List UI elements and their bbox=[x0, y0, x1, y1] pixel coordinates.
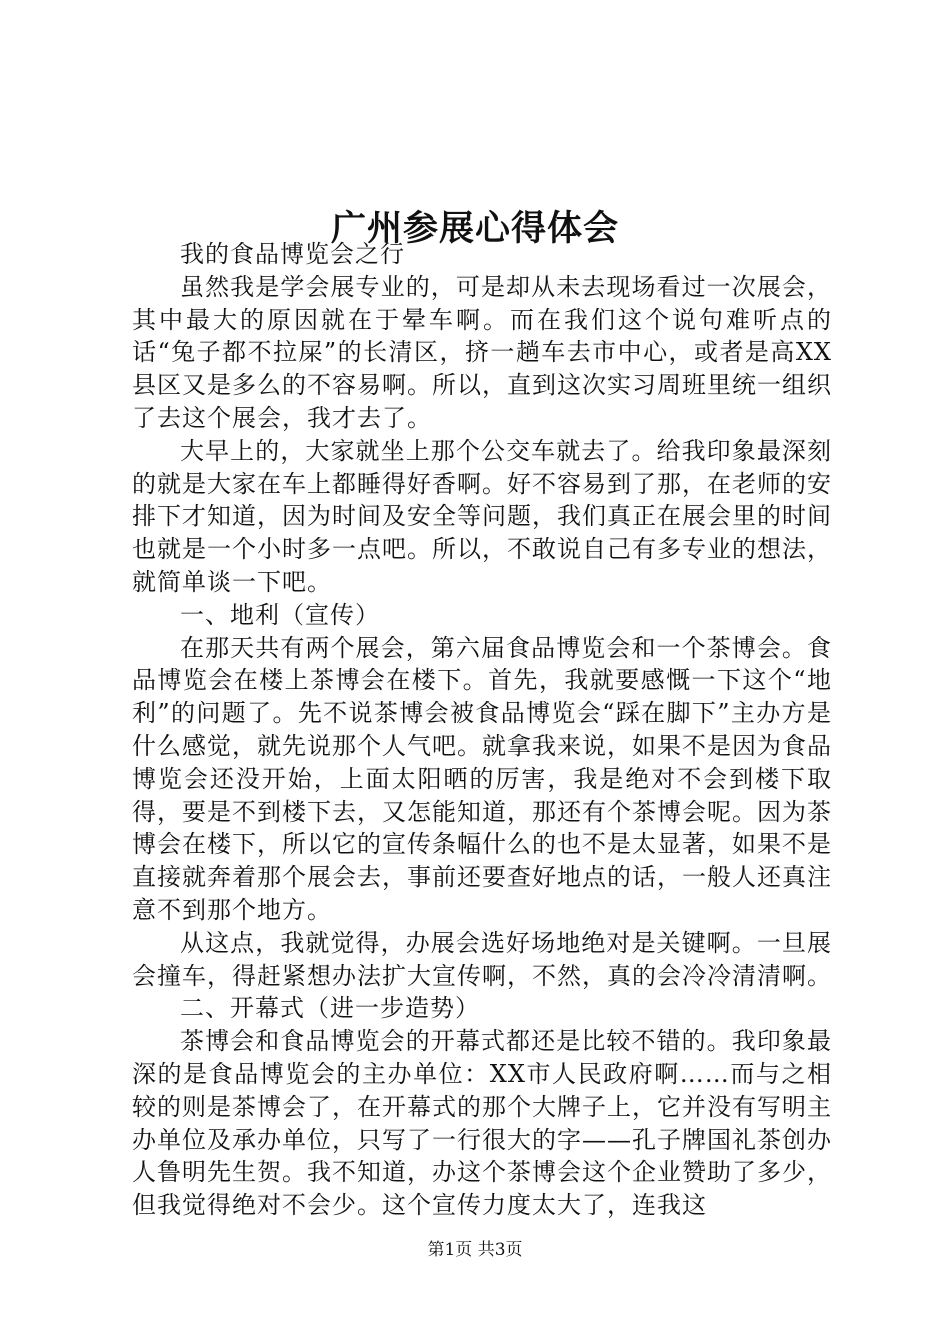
paragraph: 大早上的，大家就坐上那个公交车就去了。给我印象最深刻的就是大家在车上都睡得好香啊。好不容易到了那，在老师的安排下才知道，因为时间及安全等问题，我们真正在展会里的时间也就是一个小时多一点吧。所以，不敢说自己有多专业的想法，就简单谈一下吧。 bbox=[132, 436, 832, 596]
paragraph: 虽然我是学会展专业的，可是却从未去现场看过一次展会，其中最大的原因就在于晕车啊。而在我们这个说句难听点的话“兔子都不拉屎”的长清区，挤一趟车去市中心，或者是高XX县区又是多么的不容易啊。所以，直到这次实习周班里统一组织了去这个展会，我才去了。 bbox=[132, 272, 832, 432]
paragraph-subtitle: 我的食品博览会之行 bbox=[180, 240, 405, 268]
paragraph: 从这点，我就觉得，办展会选好场地绝对是关键啊。一旦展会撞车，得赶紧想办法扩大宣传啊，不然，真的会冷冷清清啊。 bbox=[132, 928, 832, 990]
page-footer: 第1页 共3页 bbox=[427, 1240, 523, 1260]
page-title: 广州参展心得体会 bbox=[330, 208, 619, 250]
section-heading: 二、开幕式（进一步造势） bbox=[180, 994, 480, 1023]
paragraph: 茶博会和食品博览会的开幕式都还是比较不错的。我印象最深的是食品博览会的主办单位：XX市人民政府啊……而与之相较的则是茶博会了，在开幕式的那个大牌子上，它并没有写明主办单位及承办单位，只写了一行很大的字——孔子牌国礼茶创办人鲁明先生贺。我不知道，办这个茶博会这个企业赞助了多少，但我觉得绝对不会少。这个宣传力度太大了，连我这 bbox=[132, 1027, 832, 1220]
document-body bbox=[132, 238, 832, 1222]
section-heading: 一、地利（宣传） bbox=[180, 600, 380, 629]
paragraph: 在那天共有两个展会，第六届食品博览会和一个茶博会。食品博览会在楼上茶博会在楼下。首先，我就要感慨一下这个“地利”的问题了。先不说茶博会被食品博览会“踩在脚下”主办方是什么感觉，就先说那个人气吧。就拿我来说，如果不是因为食品博览会还没开始，上面太阳晒的厉害，我是绝对不会到楼下取得，要是不到楼下去，又怎能知道，那还有个茶博会呢。因为茶博会在楼下，所以它的宣传条幅什么的也不是太显著，如果不是直接就奔着那个展会去，事前还要查好地点的话，一般人还真注意不到那个地方。 bbox=[132, 633, 832, 924]
